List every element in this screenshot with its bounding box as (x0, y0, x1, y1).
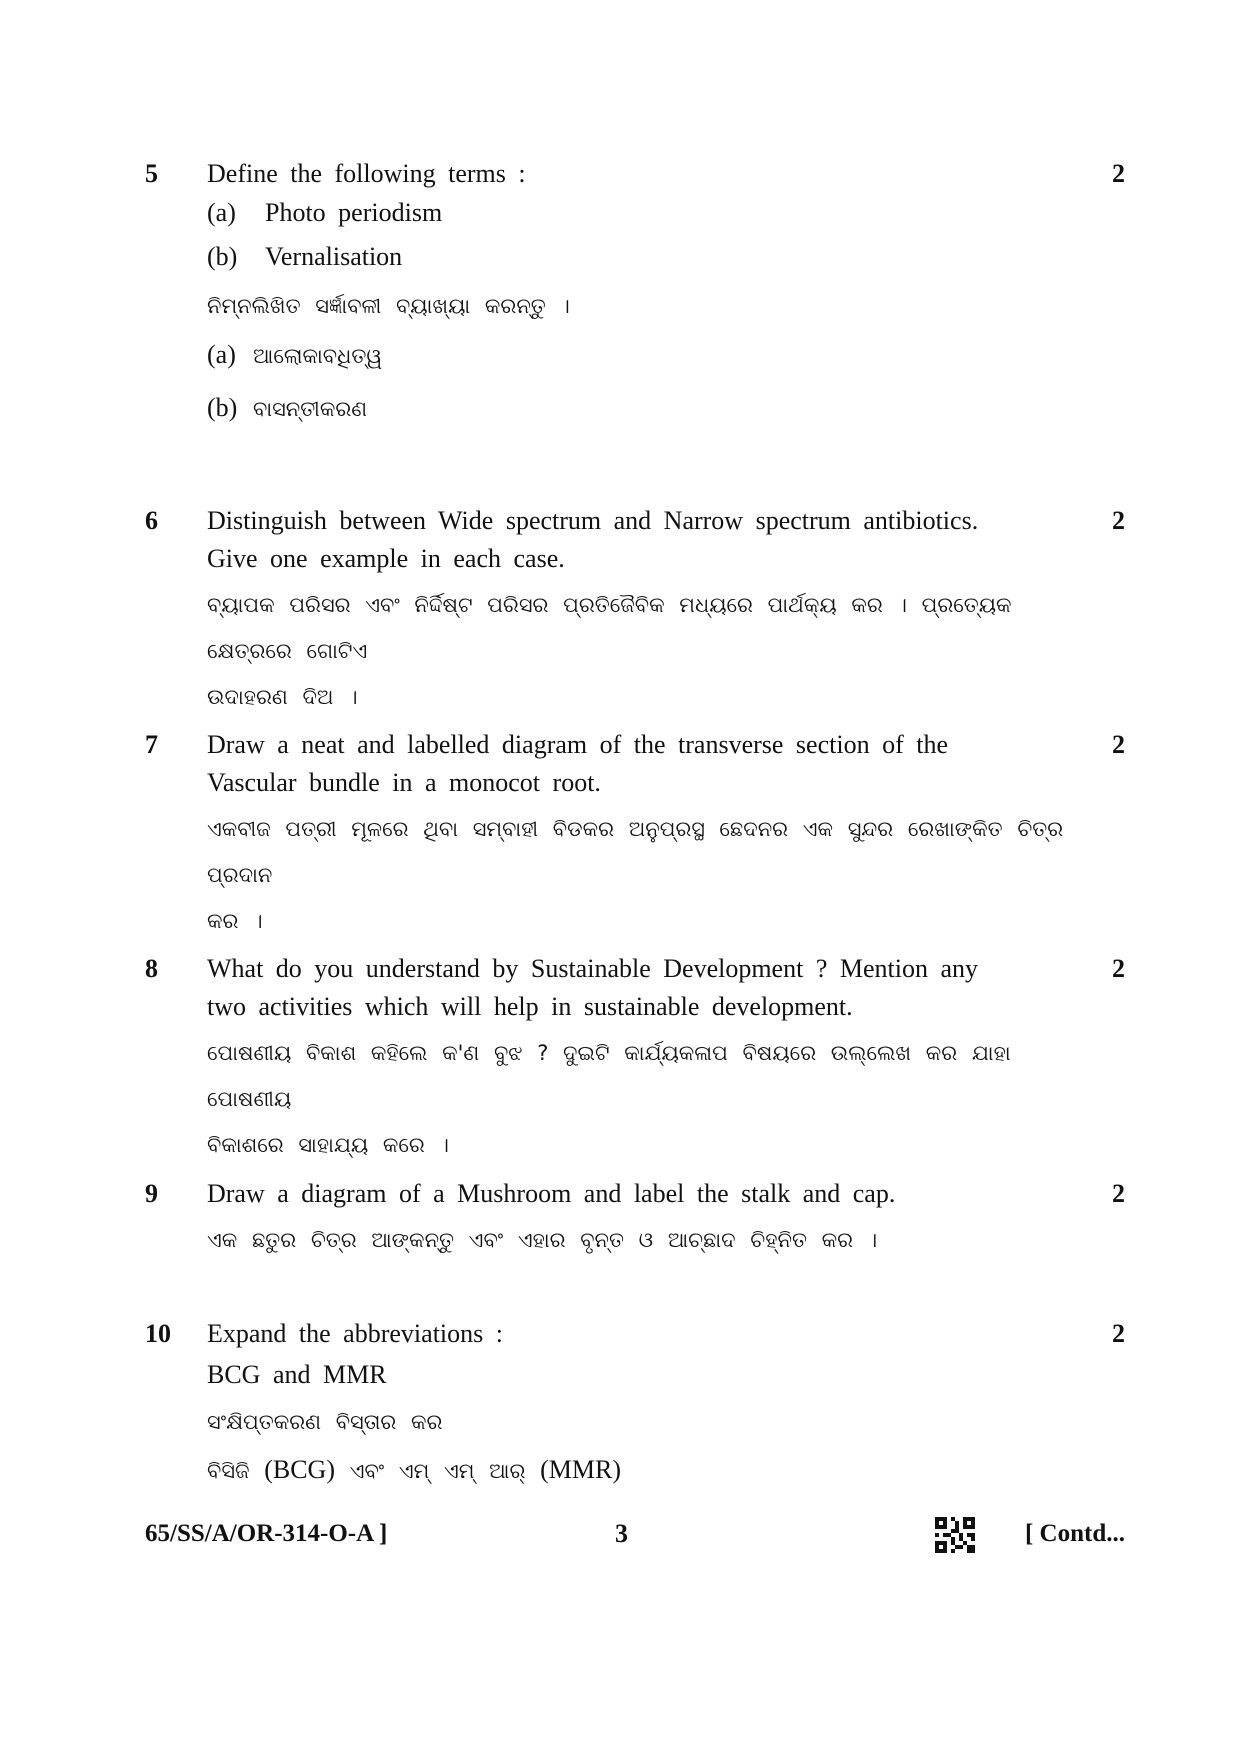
question-marks: 2 (1112, 1319, 1125, 1348)
question-number: 10 (145, 1319, 171, 1348)
english-line-2: BCG and MMR (207, 1360, 387, 1389)
odia-mixed-line: ବିସିଜି (BCG) ଏବଂ ଏମ୍ ଏମ୍ ଆର୍ (MMR) (207, 1455, 621, 1484)
question-body (207, 502, 1065, 720)
english-item-b: (b) Vernalisation (207, 242, 403, 271)
question-marks: 2 (1112, 1179, 1125, 1208)
continued-label: [ Contd... (1024, 1520, 1125, 1547)
english-line-1: Draw a diagram of a Mushroom and label the stalk and cap. (207, 1179, 896, 1208)
question-marks: 2 (1112, 730, 1125, 759)
question-body (207, 950, 1065, 1168)
odia-line-1: ଏକ ଛତୁର ଚିତ୍ର ଆଙ୍କନ୍ତୁ ଏବଂ ଏହାର ବୃନ୍ତ ଓ ଆଚ୍ଛାଦ ଚିହ୍ନିତ କର । (207, 1228, 878, 1252)
english-line-1: Draw a neat and labelled diagram of the transverse section of the (207, 730, 948, 759)
english-line-1: Distinguish between Wide spectrum and Narrow spectrum antibiotics. (207, 506, 979, 535)
english-line-1: What do you understand by Sustainable Development ? Mention any (207, 954, 979, 983)
question-marks: 2 (1112, 954, 1125, 983)
qr-code-icon (935, 1517, 975, 1553)
question-number: 9 (145, 1179, 158, 1208)
question-6 (145, 502, 1125, 709)
question-body (207, 1175, 1065, 1263)
question-7 (145, 726, 1125, 933)
question-number: 6 (145, 506, 158, 535)
odia-item-b: (b) ବାସନ୍ତୀକରଣ (207, 393, 368, 422)
odia-line-2: ଉଦାହରଣ ଦିଅ । (207, 685, 358, 709)
odia-line-1: ସଂକ୍ଷିପ୍ତକରଣ ବିସ୍ତାର କର (207, 1410, 443, 1434)
odia-line-2: କର । (207, 909, 263, 933)
question-number: 5 (145, 159, 158, 188)
question-8 (145, 950, 1125, 1157)
english-text: Define the following terms : (207, 159, 526, 188)
english-line-2: Give one example in each case. (207, 544, 565, 573)
question-10 (145, 1315, 1125, 1505)
page-number: 3 (615, 1519, 628, 1548)
odia-line-1: ଏକବୀଜ ପତ୍ରୀ ମୂଳରେ ଥିବା ସମ୍ବାହୀ ବିଡକର ଅନୁପ୍ରସ୍ଥ ଛେଦନର ଏକ ସୁନ୍ଦର ରେଖାଙ୍କିତ ଚିତ୍ର ପ୍ରଦାନ (207, 817, 1064, 887)
odia-text: ନିମ୍ନଲିଖିତ ସର୍ଜ୍ଞାବଳୀ ବ୍ୟାଖ୍ୟା କରନ୍ତୁ । (207, 294, 570, 318)
question-number: 7 (145, 730, 158, 759)
page-footer (145, 1515, 1125, 1555)
question-5 (145, 155, 1125, 422)
odia-line-1: ବ୍ୟାପକ ପରିସର ଏବଂ ନିର୍ଦ୍ଦିଷ୍ଟ ପରିସର ପ୍ରତିଜୈବିକ ମଧ୍ୟରେ ପାର୍ଥକ୍ୟ କର । ପ୍ରତ୍ୟେକ କ୍ଷେତ୍ରରେ ଗୋଟିଏ (207, 593, 1012, 663)
question-9 (145, 1175, 1125, 1275)
question-marks: 2 (1112, 159, 1125, 188)
question-body (207, 155, 1065, 435)
paper-code: 65/SS/A/OR-314-O-A ] (145, 1520, 388, 1547)
english-line-2: two activities which will help in sustainable development. (207, 992, 853, 1021)
english-line-1: Expand the abbreviations : (207, 1319, 503, 1348)
odia-item-a: (a) ଆଲୋକାବଧିତ୍ୱ (207, 340, 383, 369)
english-line-2: Vascular bundle in a monocot root. (207, 768, 601, 797)
odia-line-1: ପୋଷଣୀୟ ବିକାଶ କହିଲେ କ'ଣ ବୁଝ ? ଦୁଇଟି କାର୍ଯ୍ୟକଳାପ ବିଷୟରେ ଉଲ୍ଲେଖ କର ଯାହା ପୋଷଣୀୟ (207, 1041, 1011, 1111)
question-number: 8 (145, 954, 158, 983)
odia-line-2: ବିକାଶରେ ସାହାଯ୍ୟ କରେ । (207, 1133, 449, 1157)
question-body (207, 726, 1065, 944)
question-body (207, 1315, 1065, 1494)
english-item-a: (a) Photo periodism (207, 198, 443, 227)
question-marks: 2 (1112, 506, 1125, 535)
